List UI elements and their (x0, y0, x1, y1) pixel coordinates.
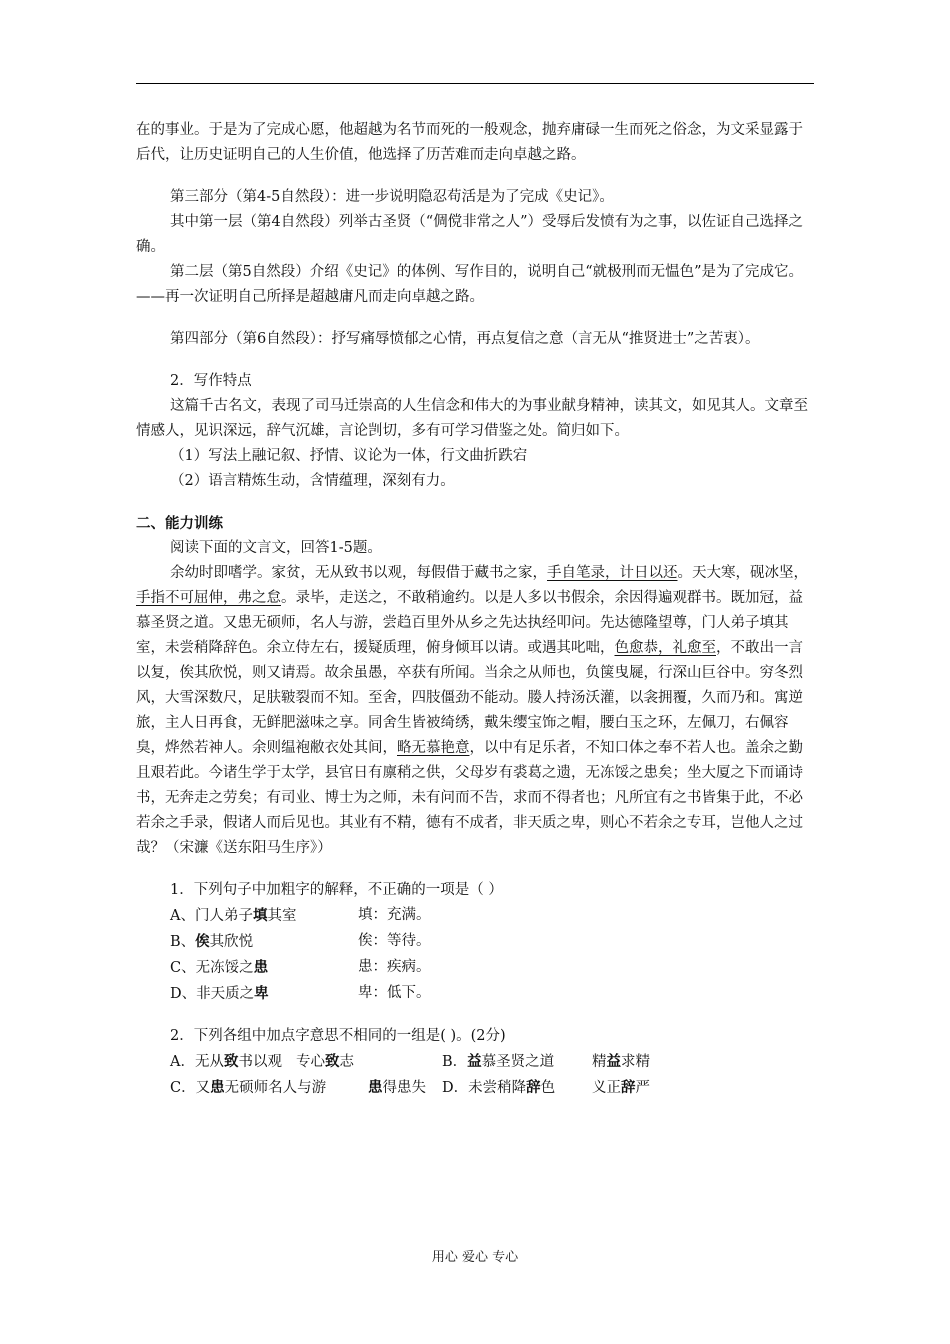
list-item: （1）写法上融记叙、抒情、议论为一体，行文曲折跌宕 (170, 448, 528, 464)
paragraph: 第四部分（第6自然段）：抒写痛辱愤郁之心情，再点复信之意（言无从“推贤进士”之苦衷）。 (170, 331, 760, 347)
header-rule (136, 83, 814, 84)
underlined-phrase: 略无慕艳意 (397, 740, 470, 756)
paragraph: 第三部分（第4-5自然段）：进一步说明隐忍苟活是为了完成《史记》。 (170, 189, 614, 205)
answer-option: D、非天质之卑 卑：低下。 (170, 985, 431, 1002)
underlined-phrase: 色愈恭，礼愈至 (614, 640, 716, 656)
document-body (136, 118, 816, 1101)
question-stem: 2．下列各组中加点字意思不相同的一组是( )。(2分) (170, 1028, 506, 1044)
answer-option-row: C．又患无硕师名人与游 患得患失 D．未尝稍降辞色 义正辞严 (170, 1079, 650, 1096)
paragraph: 在的事业。于是为了完成心愿，他超越为名节而死的一般观念，抛弃庸碌一生而死之俗念，为文采显露于后代，让历史证明自己的人生价值，他选择了历苦难而走向卓越之路。 (136, 122, 803, 163)
paragraph: 第二层（第5自然段）介绍《史记》的体例、写作目的，说明自己“就极刑而无愠色”是为了完成它。——再一次证明自己所择是超越庸凡而走向卓越之路。 (136, 264, 804, 305)
paragraph: 这篇千古名文，表现了司马迁崇高的人生信念和伟大的为事业献身精神，读其文，如见其人。文章至情感人，见识深远，辞气沉雄，言论剀切，多有可学习借鉴之处。简归如下。 (136, 398, 808, 439)
paragraph: 其中第一层（第4自然段）列举古圣贤（“倜傥非常之人”）受辱后发愤有为之事，以佐证自己选择之确。 (136, 214, 804, 255)
answer-option-row: A．无从致书以观 专心致志 B．益慕圣贤之道 精益求精 (170, 1053, 650, 1070)
underlined-phrase: 手指不可屈伸，弗之怠 (136, 590, 281, 606)
section-title: 2．写作特点 (170, 373, 252, 389)
page-footer: 用心 爱心 专心 (431, 1250, 519, 1265)
answer-option: C、无冻馁之患 患：疾病。 (170, 959, 431, 976)
answer-option: B、俟其欣悦 俟：等待。 (170, 933, 431, 950)
section-heading: 二、能力训练 (136, 515, 223, 532)
reading-instruction: 阅读下面的文言文，回答1-5题。 (170, 540, 382, 556)
question-stem: 1．下列句子中加粗字的解释，不正确的一项是（ ） (170, 882, 503, 898)
underlined-phrase: 手自笔录，计日以还 (547, 565, 678, 581)
answer-option: A、门人弟子填其室 填：充满。 (170, 907, 431, 924)
classical-passage: 余幼时即嗜学。家贫，无从致书以观，每假借于藏书之家，手自笔录，计日以还。天大寒，砚冰坚，手指不可屈伸，弗之怠。录毕，走送之，不敢稍逾约。以是人多以书假余，余因得遍观群书。既加冠，益慕圣贤之道。又患无硕师，名人与游，尝趋百里外从乡之先达执经叩问。先达德隆望尊，门人弟子填其室，未尝稍降辞色。余立侍左右，援疑质理，俯身倾耳以请。或遇其叱咄，色愈恭，礼愈至，不敢出一言以复，俟其欣悦，则又请焉。故余虽愚，卒获有所闻。当余之从师也，负箧曳屣，行深山巨谷中。穷冬烈风，大雪深数尺，足肤皲裂而不知。至舍，四肢僵劲不能动。媵人持汤沃灌，以衾拥覆，久而乃和。寓逆旅，主人日再食，无鲜肥滋味之享。同舍生皆被绮绣，戴朱缨宝饰之帽，腰白玉之环，左佩刀，右佩容臭，烨然若神人。余则缊袍敝衣处其间，略无慕艳意，以中有足乐者，不知口体之奉不若人也。盖余之勤且艰若此。今诸生学于太学，县官日有廪稍之供，父母岁有裘葛之遗，无冻馁之患矣；坐大厦之下而诵诗书，无奔走之劳矣；有司业、博士为之师，未有问而不告，求而不得者也；凡所宜有之书皆集于此，不必若余之手录，假诸人而后见也。其业有不精，德有不成者，非天质之卑，则心不若余之专耳，岂他人之过哉？（宋濂《送东阳马生序》） (136, 565, 808, 856)
list-item: （2）语言精炼生动，含情蕴理，深刻有力。 (170, 473, 455, 489)
